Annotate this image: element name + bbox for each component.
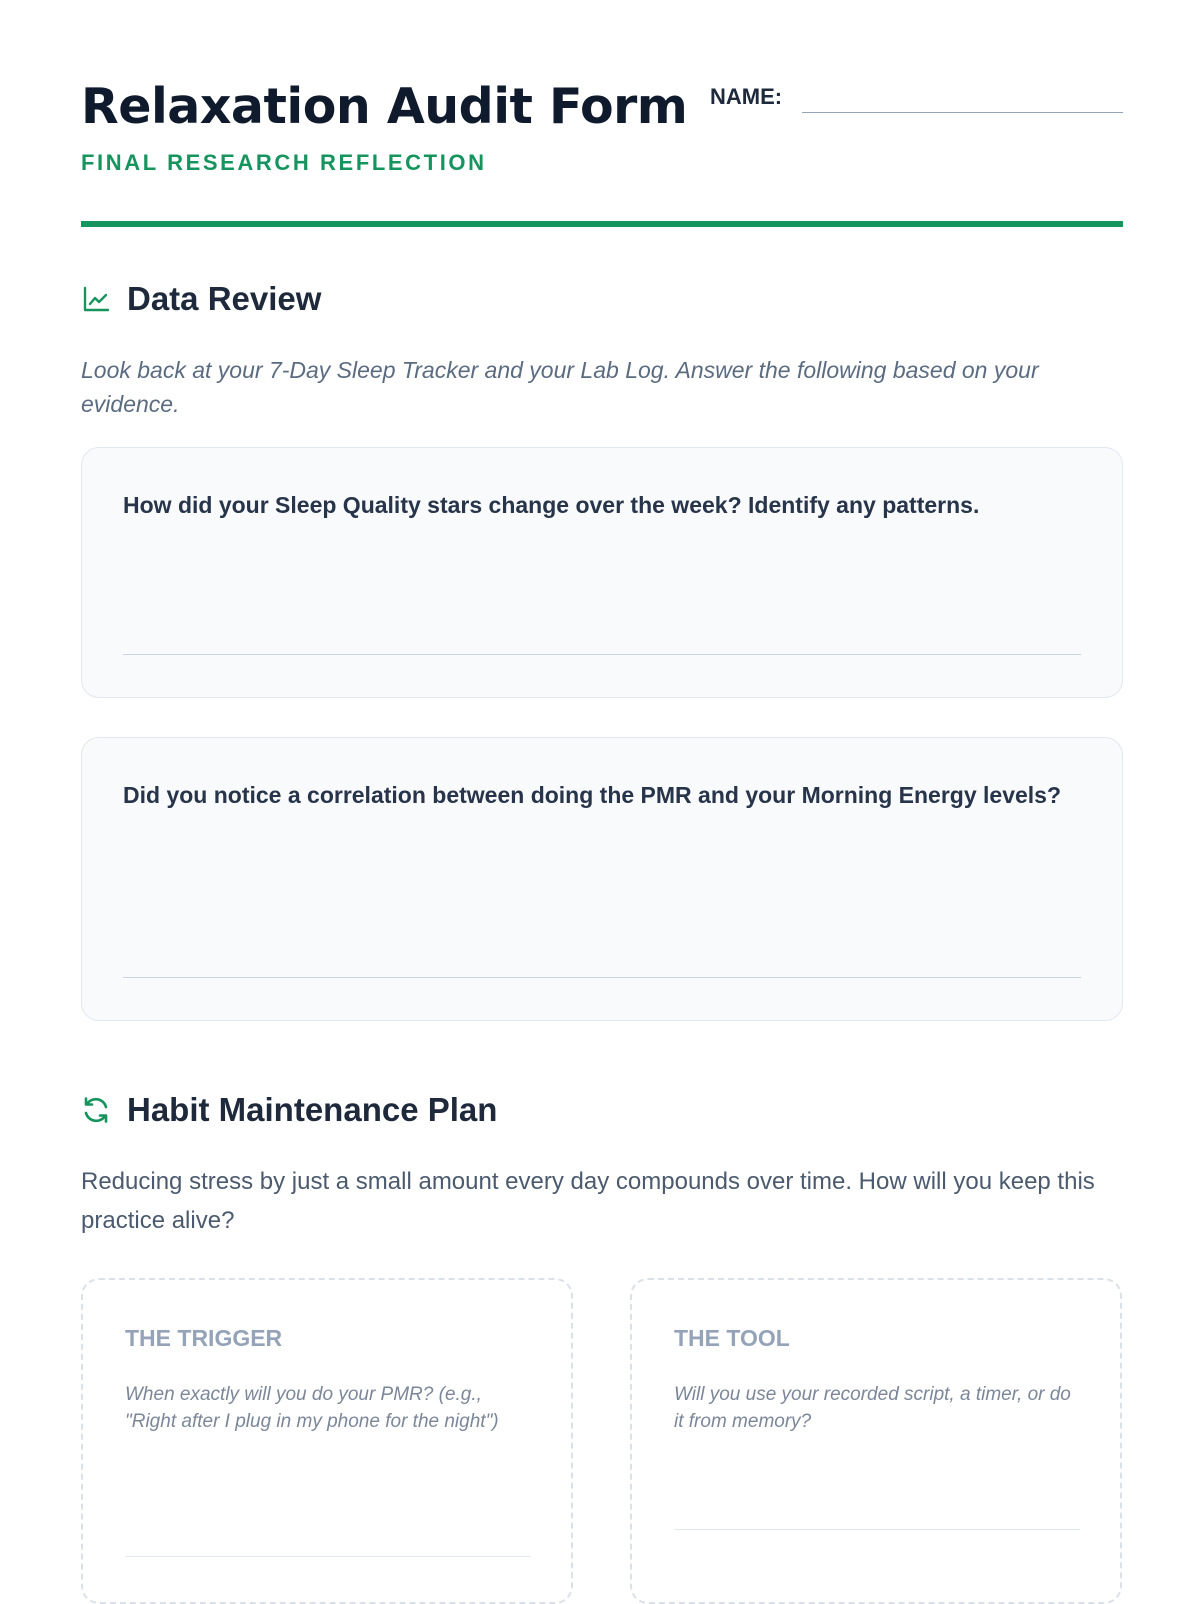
name-field[interactable] [802, 112, 1123, 113]
habit-plan-header [81, 1091, 497, 1129]
refresh-icon [81, 1095, 111, 1125]
form-subtitle: FINAL RESEARCH REFLECTION [81, 150, 487, 175]
tool-box [630, 1278, 1122, 1604]
question-text: Did you notice a correlation between doing the PMR and your Morning Energy levels? [123, 782, 1062, 808]
habit-plan-heading: Habit Maintenance Plan [127, 1091, 498, 1128]
answer-line[interactable] [123, 654, 1081, 655]
header-divider [81, 221, 1123, 227]
trigger-box [81, 1278, 573, 1604]
data-review-heading: Data Review [127, 280, 322, 317]
trigger-title: THE TRIGGER [125, 1325, 283, 1351]
tool-title: THE TOOL [674, 1325, 790, 1351]
name-label: NAME: [710, 84, 783, 109]
answer-line[interactable] [123, 977, 1081, 978]
question-card-1 [81, 447, 1123, 698]
habit-plan-intro: Reducing stress by just a small amount every day compounds over time. How will you keep this practice alive? [81, 1168, 1095, 1234]
form-header [81, 0, 1123, 225]
question-text: How did your Sleep Quality stars change over the week? Identify any patterns. [123, 492, 980, 518]
data-review-intro: Look back at your 7-Day Sleep Tracker and your Lab Log. Answer the following based on your evidence. [81, 357, 1039, 417]
trigger-prompt: When exactly will you do your PMR? (e.g., "Right after I plug in my phone for the night") [125, 1384, 499, 1432]
line-chart-icon [81, 284, 111, 314]
worksheet-page [81, 0, 1123, 1432]
form-title: Relaxation Audit Form [81, 78, 688, 135]
tool-answer-line[interactable] [674, 1529, 1080, 1530]
question-card-2 [81, 737, 1123, 1021]
data-review-header [81, 280, 321, 318]
trigger-answer-line[interactable] [125, 1556, 531, 1557]
tool-prompt: Will you use your recorded script, a timer, or do it from memory? [674, 1384, 1071, 1432]
